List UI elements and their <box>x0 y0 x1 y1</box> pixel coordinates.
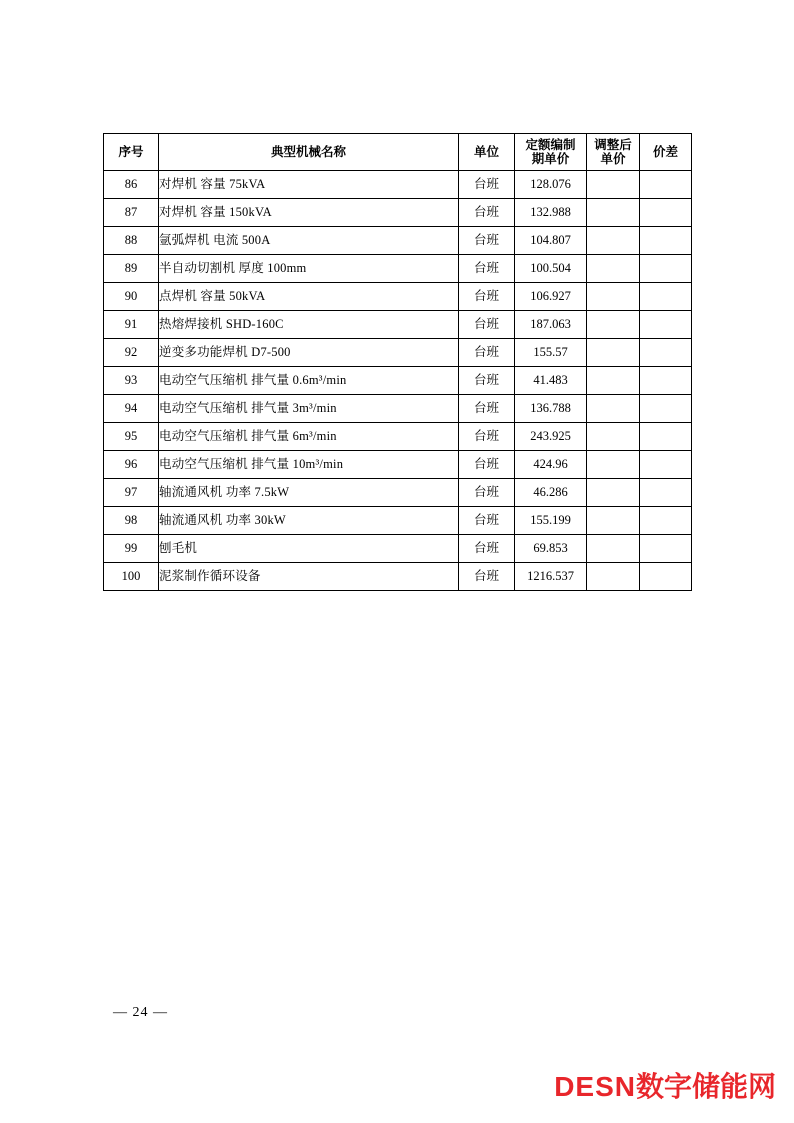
row-unit: 台班 <box>459 227 515 255</box>
row-adjusted-price <box>587 367 640 395</box>
row-base-price: 104.807 <box>515 227 587 255</box>
row-adjusted-price <box>587 283 640 311</box>
row-adjusted-price <box>587 255 640 283</box>
column-header-adjusted-price-line2: 单价 <box>600 152 626 166</box>
row-price-difference <box>640 451 692 479</box>
column-header-name: 典型机械名称 <box>159 134 459 171</box>
row-machine-name: 泥浆制作循环设备 <box>159 563 459 591</box>
row-machine-name: 逆变多功能焊机 D7-500 <box>159 339 459 367</box>
row-unit: 台班 <box>459 451 515 479</box>
watermark <box>554 1065 776 1105</box>
row-machine-name: 刨毛机 <box>159 535 459 563</box>
row-price-difference <box>640 171 692 199</box>
row-price-difference <box>640 199 692 227</box>
table-row <box>104 479 692 507</box>
watermark-cjk: 数字储能网 <box>635 1071 776 1102</box>
table-row <box>104 255 692 283</box>
row-index: 87 <box>104 199 159 227</box>
column-header-adjusted-price-line1: 调整后 <box>594 138 632 152</box>
table-row <box>104 283 692 311</box>
machine-price-table-wrapper <box>103 133 691 591</box>
table-row <box>104 171 692 199</box>
table-header <box>104 134 692 171</box>
row-price-difference <box>640 423 692 451</box>
row-unit: 台班 <box>459 535 515 563</box>
row-machine-name: 轴流通风机 功率 7.5kW <box>159 479 459 507</box>
row-price-difference <box>640 535 692 563</box>
column-header-base-price-line1: 定额编制 <box>525 138 576 152</box>
row-base-price: 155.57 <box>515 339 587 367</box>
row-base-price: 100.504 <box>515 255 587 283</box>
row-machine-name: 点焊机 容量 50kVA <box>159 283 459 311</box>
row-price-difference <box>640 311 692 339</box>
row-adjusted-price <box>587 479 640 507</box>
row-index: 91 <box>104 311 159 339</box>
row-machine-name: 热熔焊接机 SHD-160C <box>159 311 459 339</box>
row-index: 88 <box>104 227 159 255</box>
row-base-price: 155.199 <box>515 507 587 535</box>
row-adjusted-price <box>587 535 640 563</box>
machine-price-table <box>103 133 692 591</box>
row-unit: 台班 <box>459 339 515 367</box>
row-machine-name: 电动空气压缩机 排气量 10m³/min <box>159 451 459 479</box>
table-row <box>104 311 692 339</box>
row-index: 95 <box>104 423 159 451</box>
row-base-price: 69.853 <box>515 535 587 563</box>
row-price-difference <box>640 339 692 367</box>
row-index: 86 <box>104 171 159 199</box>
table-row <box>104 535 692 563</box>
row-index: 92 <box>104 339 159 367</box>
row-price-difference <box>640 395 692 423</box>
row-index: 99 <box>104 535 159 563</box>
row-index: 98 <box>104 507 159 535</box>
row-index: 94 <box>104 395 159 423</box>
row-machine-name: 轴流通风机 功率 30kW <box>159 507 459 535</box>
row-index: 96 <box>104 451 159 479</box>
row-price-difference <box>640 227 692 255</box>
table-body <box>104 171 692 591</box>
row-adjusted-price <box>587 311 640 339</box>
column-header-base-price-line2: 期单价 <box>531 152 570 166</box>
row-base-price: 1216.537 <box>515 563 587 591</box>
column-header-base-price <box>515 134 587 171</box>
row-index: 90 <box>104 283 159 311</box>
row-unit: 台班 <box>459 507 515 535</box>
row-unit: 台班 <box>459 367 515 395</box>
row-machine-name: 电动空气压缩机 排气量 6m³/min <box>159 423 459 451</box>
row-index: 100 <box>104 563 159 591</box>
row-adjusted-price <box>587 171 640 199</box>
row-unit: 台班 <box>459 563 515 591</box>
row-unit: 台班 <box>459 255 515 283</box>
row-price-difference <box>640 479 692 507</box>
column-header-no: 序号 <box>104 134 159 171</box>
table-row <box>104 563 692 591</box>
table-header-row <box>104 134 692 171</box>
table-row <box>104 199 692 227</box>
row-machine-name: 对焊机 容量 75kVA <box>159 171 459 199</box>
table-row <box>104 423 692 451</box>
row-adjusted-price <box>587 423 640 451</box>
row-base-price: 187.063 <box>515 311 587 339</box>
row-adjusted-price <box>587 507 640 535</box>
row-machine-name: 半自动切割机 厚度 100mm <box>159 255 459 283</box>
row-price-difference <box>640 255 692 283</box>
row-adjusted-price <box>587 563 640 591</box>
table-row <box>104 395 692 423</box>
row-unit: 台班 <box>459 171 515 199</box>
table-row <box>104 367 692 395</box>
row-base-price: 132.988 <box>515 199 587 227</box>
row-machine-name: 对焊机 容量 150kVA <box>159 199 459 227</box>
row-index: 97 <box>104 479 159 507</box>
row-adjusted-price <box>587 227 640 255</box>
table-row <box>104 227 692 255</box>
row-unit: 台班 <box>459 423 515 451</box>
row-unit: 台班 <box>459 283 515 311</box>
row-base-price: 128.076 <box>515 171 587 199</box>
row-unit: 台班 <box>459 311 515 339</box>
table-row <box>104 451 692 479</box>
column-header-unit: 单位 <box>459 134 515 171</box>
page-number: — 24 — <box>113 1005 168 1020</box>
row-base-price: 46.286 <box>515 479 587 507</box>
row-adjusted-price <box>587 199 640 227</box>
row-adjusted-price <box>587 339 640 367</box>
row-base-price: 424.96 <box>515 451 587 479</box>
row-unit: 台班 <box>459 199 515 227</box>
row-adjusted-price <box>587 395 640 423</box>
row-price-difference <box>640 283 692 311</box>
row-machine-name: 氩弧焊机 电流 500A <box>159 227 459 255</box>
column-header-adjusted-price <box>587 134 640 171</box>
row-machine-name: 电动空气压缩机 排气量 3m³/min <box>159 395 459 423</box>
row-adjusted-price <box>587 451 640 479</box>
row-unit: 台班 <box>459 395 515 423</box>
row-index: 89 <box>104 255 159 283</box>
watermark-latin: DESN <box>554 1071 636 1102</box>
table-row <box>104 339 692 367</box>
row-base-price: 106.927 <box>515 283 587 311</box>
table-row <box>104 507 692 535</box>
row-price-difference <box>640 563 692 591</box>
row-base-price: 41.483 <box>515 367 587 395</box>
row-index: 93 <box>104 367 159 395</box>
row-unit: 台班 <box>459 479 515 507</box>
row-base-price: 136.788 <box>515 395 587 423</box>
row-machine-name: 电动空气压缩机 排气量 0.6m³/min <box>159 367 459 395</box>
column-header-price-difference: 价差 <box>640 134 692 171</box>
row-price-difference <box>640 367 692 395</box>
row-base-price: 243.925 <box>515 423 587 451</box>
row-price-difference <box>640 507 692 535</box>
